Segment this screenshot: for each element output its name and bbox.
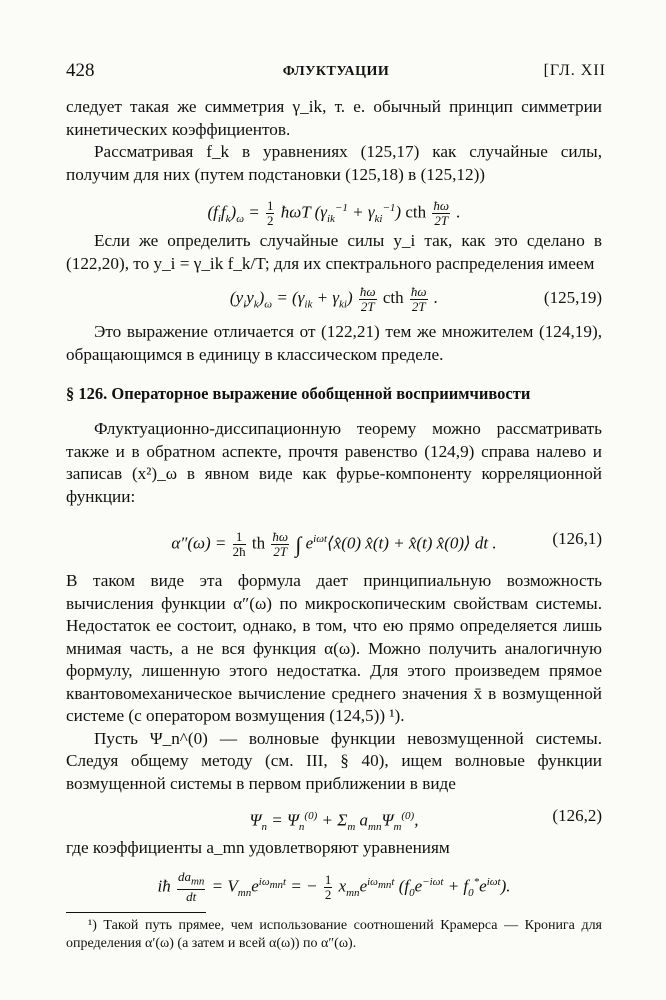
paragraph-3: Если же определить случайные силы y_i так, как это сделано в (122,20), то y_i = γ_ik f_k/T; для их спектрального распределения имеем	[66, 231, 602, 273]
page-number: 428	[66, 60, 95, 81]
paragraph-6: В таком виде эта формула дает принципиальную возможность вычисления функции α″(ω) по микроскопическим свойствам системы. Недостаток ее состоит, однако, в том, что ею прямо определяется лишь мнимая часть, а не вся функция α(ω). Можно получить аналогичную формулу, лишенную этого недостатка. Для этого произведем прямое квантовомеханическое вычисление среднего значения x̄ в возмущенной системе (с оператором возмущения (124,5)) ¹).	[66, 571, 602, 725]
paragraph-4: Это выражение отличается от (122,21) тем же множителем (124,19), обращающимся в единицу в классическом пределе.	[66, 322, 602, 364]
paragraph-2: Рассматривая f_k в уравнениях (125,17) как случайные силы, получим для них (путем подстановки (125,18) в (125,12))	[66, 142, 602, 184]
equation-number-126-1: (126,1)	[552, 529, 602, 548]
equation-126-2: $\Psi_n = \Psi_n^{(0)} + \Sigma_m$ $a_{mn}\Psi_m^{(0)}$, (126,2)	[66, 795, 602, 837]
equation-126-1: α″(ω) = $\frac{1}{2ħ}$ th $\frac{ħ\omega}{2T}$ ∫ $e^{i\omega t}⟨x̂(0)$ x̂(t) + x̂(t) x̂(0)⟩ dt . (126,1)	[66, 508, 602, 570]
paragraph-5: Флуктуационно-диссипационную теорему можно рассматривать также и в обратном аспекте, прочтя равенство (124,9) справа налево и записав (x²)_ω в явном виде как фурье-компоненту корреляционной функции:	[66, 419, 602, 506]
paragraph-8: где коэффициенты a_mn удовлетворяют уравнениям	[66, 838, 450, 857]
chapter-marker: [ГЛ. XII	[543, 62, 606, 79]
equation-number-126-2: (126,2)	[552, 806, 602, 825]
running-header	[66, 60, 606, 84]
equation-125-19: $(y_iy_k)_\omega = (\gamma_{ik} + \gamma_{ki})$ $\frac{ħ\omega}{2T}$ cth $\frac{ħ\omega}{2T}$ . (125,19)	[66, 275, 602, 321]
equation-number-125-19: (125,19)	[543, 288, 602, 307]
footnote: ¹) Такой путь прямее, чем использование соотношений Крамерса — Кронига для определения α′(ω) (а затем и всей α(ω)) по α″(ω).	[66, 917, 602, 951]
page-body	[66, 96, 602, 953]
running-title: ФЛУКТУАЦИИ	[282, 64, 390, 79]
section-heading: § 126. Операторное выражение обобщенной восприимчивости	[66, 384, 531, 403]
equation-coefficients: iħ $\frac{da_{mn}}{dt}$ = $V_{mn}e^{i\omega_{mn}t}$ = − $\frac{1}{2}$ $x_{mn}e^{i\omega_{mn}t}$ $(f_0e^{-i\omega t} + f_0^*e^{i\omega t})$.	[157, 869, 511, 905]
equation-random-forces: $(f_if_k)_\omega$ = $\frac{1}{2}$ ħωT $(\gamma_{ik}^{-1} + \gamma_{ki}^{-1})$ cth $\frac{ħ\omega}{2T}$ .	[207, 198, 461, 229]
paragraph-1: следует такая же симметрия γ_ik, т. е. обычный принцип симметрии кинетических коэффициентов.	[66, 97, 602, 139]
paragraph-7: Пусть Ψ_n^(0) — волновые функции невозмущенной системы. Следуя общему методу (см. III, § 40), ищем волновые функции возмущенной системы в первом приближении в виде	[66, 728, 602, 793]
